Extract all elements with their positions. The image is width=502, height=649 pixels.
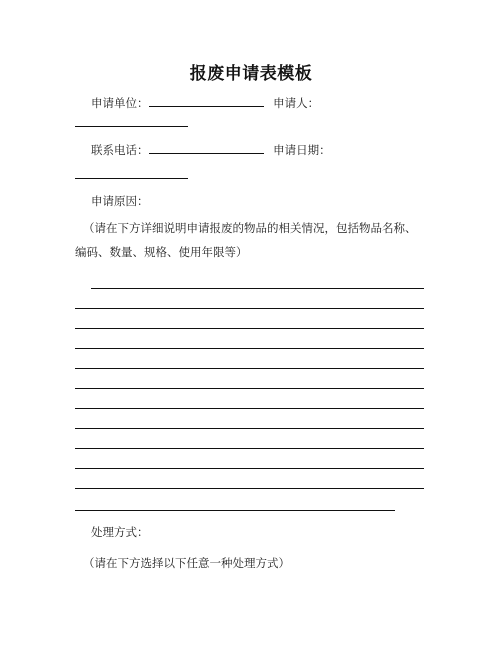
reason-instruction-2: 编码、数量、规格、使用年限等） bbox=[75, 245, 248, 259]
answer-line bbox=[75, 510, 395, 511]
answer-line bbox=[75, 408, 424, 409]
phone-label: 联系电话： bbox=[91, 143, 149, 157]
reason-instruction-1: （请在下方详细说明申请报废的物品的相关情况，包括物品名称、 bbox=[83, 221, 417, 235]
answer-line bbox=[75, 308, 424, 309]
disposal-instruction: （请在下方选择以下任意一种处理方式） bbox=[83, 556, 290, 570]
answer-line bbox=[75, 348, 424, 349]
unit-blank[interactable] bbox=[149, 96, 264, 107]
page-title: 报废申请表模板 bbox=[189, 64, 313, 84]
phone-blank[interactable] bbox=[149, 143, 264, 154]
applicant-label: 申请人： bbox=[273, 96, 320, 110]
answer-line bbox=[75, 368, 424, 369]
answer-line bbox=[75, 328, 424, 329]
phone-field-row bbox=[91, 143, 331, 157]
date-label: 申请日期： bbox=[273, 143, 331, 157]
date-blank[interactable] bbox=[75, 178, 188, 179]
answer-line bbox=[75, 428, 424, 429]
unit-field-row bbox=[91, 96, 319, 110]
answer-line bbox=[75, 448, 424, 449]
answer-line bbox=[91, 288, 424, 289]
applicant-blank[interactable] bbox=[75, 126, 188, 127]
reason-label: 申请原因： bbox=[91, 194, 149, 208]
answer-line bbox=[75, 468, 424, 469]
answer-line bbox=[75, 488, 424, 489]
answer-line bbox=[75, 388, 424, 389]
disposal-label: 处理方式： bbox=[91, 525, 149, 539]
unit-label: 申请单位： bbox=[91, 96, 149, 110]
